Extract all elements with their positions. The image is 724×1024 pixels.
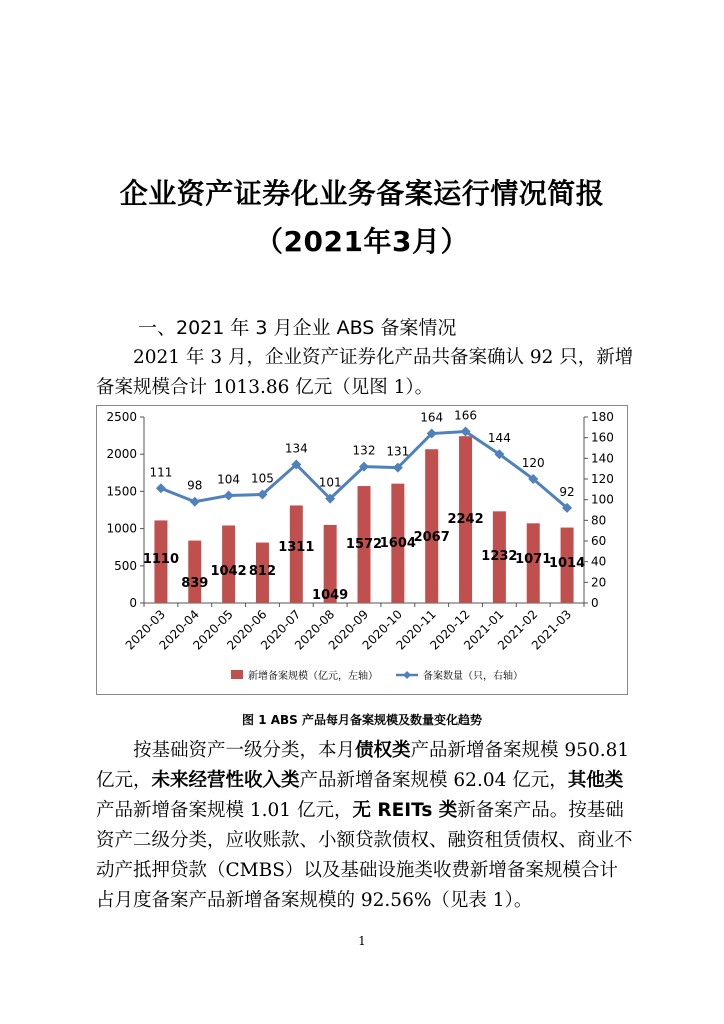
left-tick-label: 2500 (106, 410, 137, 424)
page-number: 1 (358, 934, 366, 948)
figure-caption: 图 1 ABS 产品每月备案规模及数量变化趋势 (242, 713, 482, 727)
legend-line-marker (403, 671, 411, 679)
para2-bold-other: 其他类 (567, 770, 624, 791)
bar-data-label: 1071 (515, 552, 552, 567)
abs-chart (96, 405, 628, 695)
count-data-label: 132 (352, 443, 376, 458)
count-marker (190, 497, 200, 507)
x-tick-label: 2021-02 (494, 607, 541, 653)
para2-text-5: 新备案产品。按基础资产二级分类，应收账款、小额贷款债权、融资租赁债权、商业不动产抵押贷款（CMBS）以及基础设施类收费新增备案规模合计占月度备案产品新增备案规模的 92.56%（见表 1）。 (96, 800, 633, 911)
right-tick-label: 120 (591, 472, 614, 486)
document-subtitle: （2021年3月） (255, 225, 469, 258)
count-data-label: 111 (149, 465, 173, 480)
bar-data-label: 839 (181, 576, 209, 591)
para2-bold-debt: 债权类 (355, 740, 411, 761)
paragraph-summary: 2021 年 3 月，企业资产证券化产品共备案确认 92 只，新增备案规模合计 1013.86 亿元（见图 1）。 (96, 347, 634, 398)
left-tick-label: 1000 (106, 521, 137, 536)
bar (425, 449, 438, 603)
bar-data-label: 1042 (210, 564, 247, 579)
right-tick-label: 60 (591, 534, 607, 548)
para2-bold-future-income: 未来经营性收入类 (151, 770, 300, 791)
count-data-label: 98 (187, 478, 203, 493)
para2-text-3: 产品新增备案规模 62.04 亿元， (299, 770, 568, 791)
x-tick-label: 2020-12 (427, 607, 473, 653)
bar-data-label: 1572 (345, 537, 383, 552)
right-tick-label: 40 (591, 554, 607, 569)
x-tick-label: 2020-11 (393, 607, 439, 653)
para2-bold-reits: 无 REITs 类 (352, 800, 458, 821)
count-marker (224, 491, 234, 501)
x-tick-label: 2020-08 (291, 607, 338, 653)
bar-data-label: 1311 (278, 540, 315, 555)
right-tick-label: 0 (591, 596, 599, 610)
count-data-label: 101 (318, 475, 342, 490)
bar-data-label: 1014 (548, 556, 586, 571)
section-heading: 一、2021 年 3 月企业 ABS 备案情况 (138, 317, 457, 339)
right-tick-label: 140 (591, 451, 614, 466)
bar-data-label: 812 (248, 564, 277, 579)
count-data-label: 92 (559, 484, 575, 499)
count-data-label: 144 (487, 431, 511, 446)
right-tick-label: 180 (591, 410, 614, 424)
bar (188, 541, 201, 603)
count-data-label: 105 (251, 471, 274, 486)
bar-data-label: 1604 (379, 536, 416, 551)
para2-text-2: 产品新增备案规模 950.81 亿元， (96, 740, 630, 791)
bar-data-label: 1232 (481, 549, 518, 564)
x-tick-label: 2020-06 (224, 607, 270, 653)
legend-line-label: 备案数量（只，右轴） (423, 671, 523, 682)
right-tick-label: 100 (591, 492, 614, 507)
count-marker (156, 483, 166, 493)
para2-text-4: 产品新增备案规模 1.01 亿元， (96, 800, 353, 821)
legend-bar-label: 新增备案规模（亿元，左轴） (248, 671, 378, 682)
x-tick-label: 2020-05 (190, 607, 236, 653)
x-tick-label: 2020-07 (258, 607, 304, 653)
x-tick-label: 2020-10 (359, 607, 405, 653)
right-tick-label: 20 (591, 575, 607, 590)
bar-data-label: 2067 (413, 530, 450, 545)
left-tick-label: 500 (114, 558, 137, 573)
left-tick-label: 1500 (106, 484, 137, 499)
paragraph-classification (96, 736, 636, 916)
document-title: 企业资产证券化业务备案运行情况简报 (119, 177, 605, 210)
count-data-label: 164 (420, 410, 444, 425)
right-tick-label: 160 (591, 430, 614, 445)
bar-data-label: 1110 (142, 552, 180, 567)
left-tick-label: 0 (129, 596, 137, 610)
x-tick-label: 2020-04 (156, 607, 202, 653)
bar-data-label: 2242 (447, 512, 484, 527)
left-tick-label: 2000 (106, 447, 137, 462)
bar-data-label: 1049 (312, 588, 349, 603)
count-data-label: 104 (217, 472, 241, 487)
x-tick-label: 2021-01 (461, 607, 507, 653)
x-tick-label: 2020-09 (325, 607, 372, 653)
para2-text-1: 按基础资产一级分类，本月 (133, 740, 356, 761)
count-data-label: 134 (284, 441, 308, 456)
count-data-label: 166 (454, 408, 477, 423)
right-tick-label: 80 (591, 513, 607, 528)
count-data-label: 131 (386, 444, 410, 459)
x-tick-label: 2020-03 (122, 607, 169, 653)
legend-bar-swatch (231, 670, 243, 679)
x-tick-label: 2021-03 (528, 607, 575, 653)
count-data-label: 120 (521, 456, 545, 470)
